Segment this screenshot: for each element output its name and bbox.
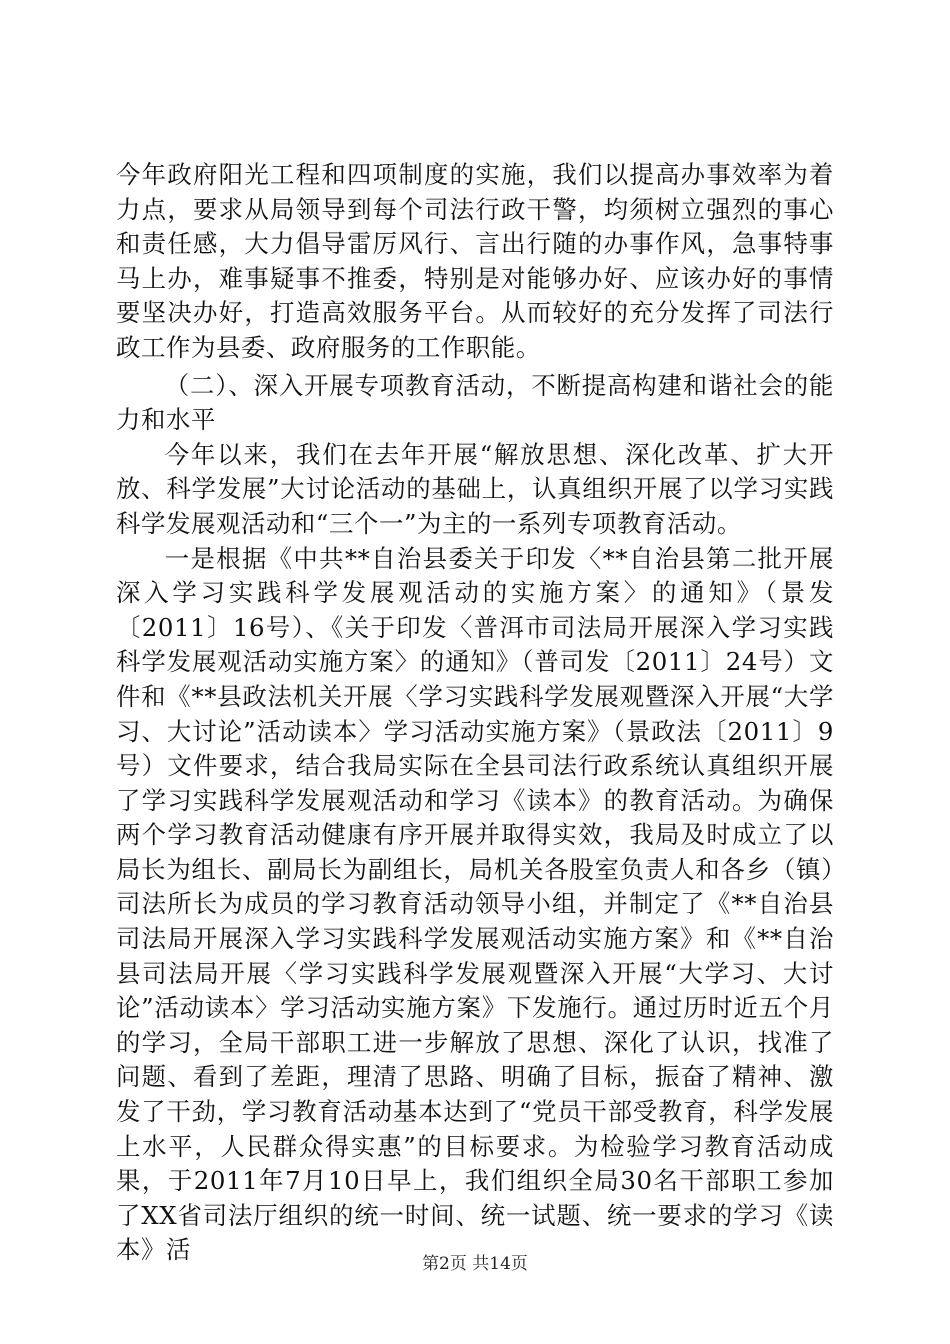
paragraph-item-one: 一是根据《中共**自治县委关于印发〈**自治县第二批开展深入学习实践科学发展观活动的实施方案〉的通知》（景发〔2011〕16号）、《关于印发〈普洱市司法局开展深入学习实践科学发展观活动实施方案〉的通知》（普司发〔2011〕24号）文件和《**县政法机关开展〈学习实践科学发展观暨深入开展“大学习、大讨论”活动读本〉学习活动实施方案》（景政法〔2011〕9号）文件要求，结合我局实际在全县司法行政系统认真组织开展了学习实践科学发展观活动和学习《读本》的教育活动。为确保两个学习教育活动健康有序开展并取得实效，我局及时成立了以局长为组长、副局长为副组长，局机关各股室负责人和各乡（镇）司法所长为成员的学习教育活动领导小组，并制定了《**自治县司法局开展深入学习实践科学发展观活动实施方案》和《**自治县司法局开展〈学习实践科学发展观暨深入开展“大学习、大讨论”活动读本〉学习活动实施方案》下发施行。通过历时近五个月的学习，全局干部职工进一步解放了思想、深化了认识，找准了问题、看到了差距，理清了思路、明确了目标，振奋了精神、激发了干劲，学习教育活动基本达到了“党员干部受教育，科学发展上水平，人民群众得实惠”的目标要求。为检验学习教育活动成果，于2011年7月10日早上，我们组织全局30名干部职工参加了XX省司法厅组织的统一时间、统一试题、统一要求的学习《读本》活 [116, 543, 834, 1265]
document-body [116, 158, 834, 1268]
section-heading: （二）、深入开展专项教育活动，不断提高构建和谐社会的能力和水平 [116, 370, 834, 435]
page-number-footer: 第2页 共14页 [422, 1254, 528, 1274]
paragraph-intro: 今年以来，我们在去年开展“解放思想、深化改革、扩大开放、科学发展”大讨论活动的基础上，认真组织开展了以学习实践科学发展观活动和“三个一”为主的一系列专项教育活动。 [116, 439, 834, 538]
paragraph-continuation: 今年政府阳光工程和四项制度的实施，我们以提高办事效率为着力点，要求从局领导到每个司法行政干警，均须树立强烈的事心和责任感，大力倡导雷厉风行、言出行随的办事作风，急事特事马上办，难事疑事不推委，特别是对能够办好、应该办好的事情要坚决办好，打造高效服务平台。从而较好的充分发挥了司法行政工作为县委、政府服务的工作职能。 [116, 160, 834, 362]
